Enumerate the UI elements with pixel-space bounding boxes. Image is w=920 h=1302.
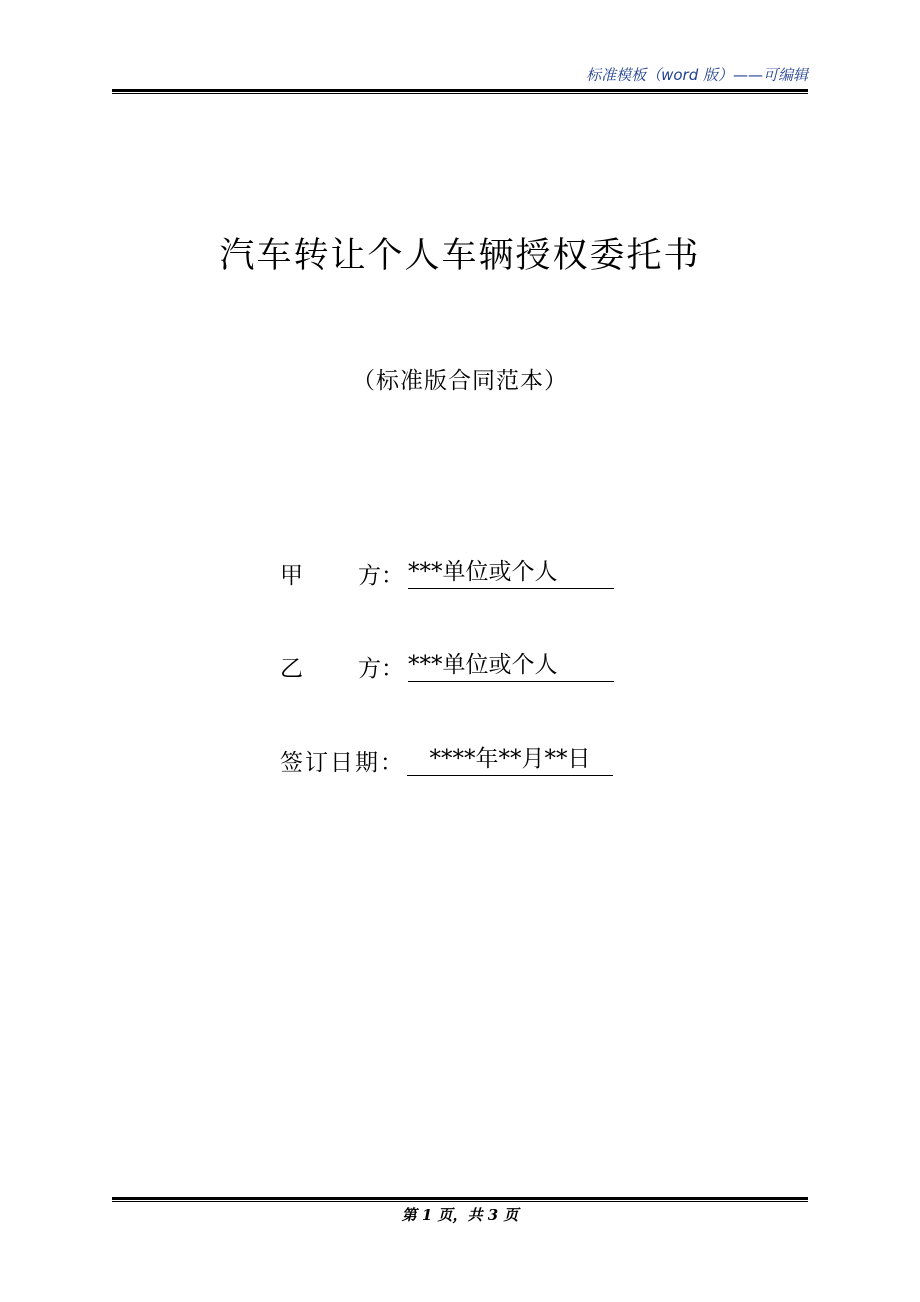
- header-divider: [112, 89, 808, 94]
- footer-divider: [112, 1197, 808, 1202]
- document-subtitle: （标准版合同范本）: [352, 368, 568, 394]
- header-template-note: 标准模板（word 版）——可编辑: [586, 66, 808, 84]
- page-number: 第 1 页，共 3 页: [401, 1206, 519, 1224]
- sign-date-label: 签订日期：: [280, 750, 405, 776]
- party-a-value[interactable]: ***单位或个人: [408, 557, 614, 589]
- sign-date-value[interactable]: ****年**月**日: [407, 744, 613, 776]
- party-b-value[interactable]: ***单位或个人: [408, 650, 614, 682]
- document-title: 汽车转让个人车辆授权委托书: [219, 236, 701, 276]
